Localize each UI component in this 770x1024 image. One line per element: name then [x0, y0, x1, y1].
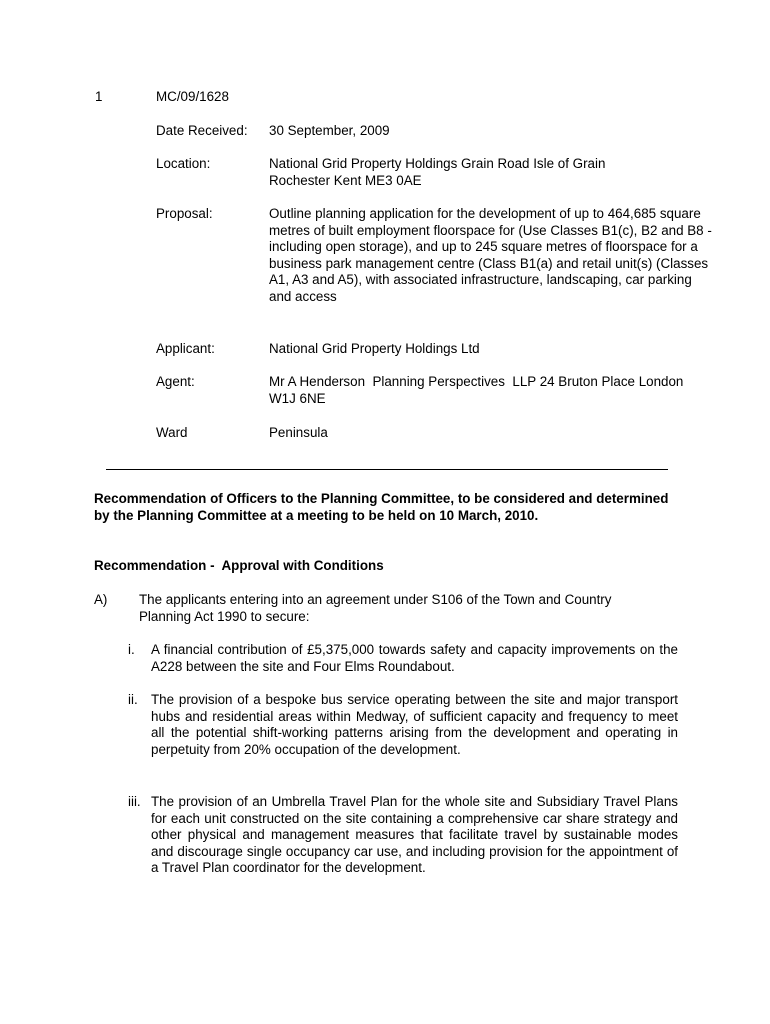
proposal-value: Outline planning application for the development of up to 464,685 square metres of built employment floorspace for (Use Classes B1(c), B2 and B8 - including open storage), and up to 245 square metres of floorspace for a business park management centre (Class B1(a) and retail unit(s) (Classes A1, A3 and A5), with associated infrastructure, landscaping, car parking and access	[269, 206, 712, 304]
list-item-text: The provision of a bespoke bus service operating between the site and major transport hubs and residential areas within Medway, of sufficient capacity and frequency to meet all the potential shift-working patterns arising from the development and operating in perpetuity from 20% occupation of the development.	[151, 692, 678, 757]
list-item-marker: ii.	[128, 692, 138, 707]
date-received-label: Date Received:	[156, 123, 248, 138]
list-item-text: The provision of an Umbrella Travel Plan for the whole site and Subsidiary Travel Plans for each unit constructed on the site containing a comprehensive car share strategy and other physical and management measures that facilitate travel by sustainable modes and discourage single occupancy car use, and including provision for the appointment of a Travel Plan coordinator for the development.	[151, 794, 678, 876]
section-divider	[106, 469, 668, 470]
applicant-value: National Grid Property Holdings Ltd	[269, 341, 480, 356]
application-reference: MC/09/1628	[156, 89, 229, 104]
ward-value: Peninsula	[269, 425, 328, 440]
section-a-text: The applicants entering into an agreement under S106 of the Town and Country Planning Act 1990 to secure:	[139, 592, 612, 624]
location-value: National Grid Property Holdings Grain Road Isle of Grain Rochester Kent ME3 0AE	[269, 156, 606, 188]
proposal-label: Proposal:	[156, 206, 213, 221]
agent-label: Agent:	[156, 374, 195, 389]
section-a-marker: A)	[94, 592, 108, 607]
list-item-marker: i.	[128, 642, 135, 657]
agent-value: Mr A Henderson Planning Perspectives LLP 24 Bruton Place London W1J 6NE	[269, 374, 691, 406]
recommendation-heading: Recommendation - Approval with Conditions	[94, 558, 384, 573]
ward-label: Ward	[156, 425, 188, 440]
location-label: Location:	[156, 156, 211, 171]
recommendation-intro: Recommendation of Officers to the Planning Committee, to be considered and determined by the Planning Committee at a meeting to be held on 10 March, 2010.	[94, 491, 669, 523]
list-item-marker: iii.	[128, 794, 141, 809]
item-number: 1	[95, 89, 103, 104]
applicant-label: Applicant:	[156, 341, 215, 356]
date-received-value: 30 September, 2009	[269, 123, 390, 138]
list-item-text: A financial contribution of £5,375,000 towards safety and capacity improvements on the A228 between the site and Four Elms Roundabout.	[151, 642, 678, 674]
